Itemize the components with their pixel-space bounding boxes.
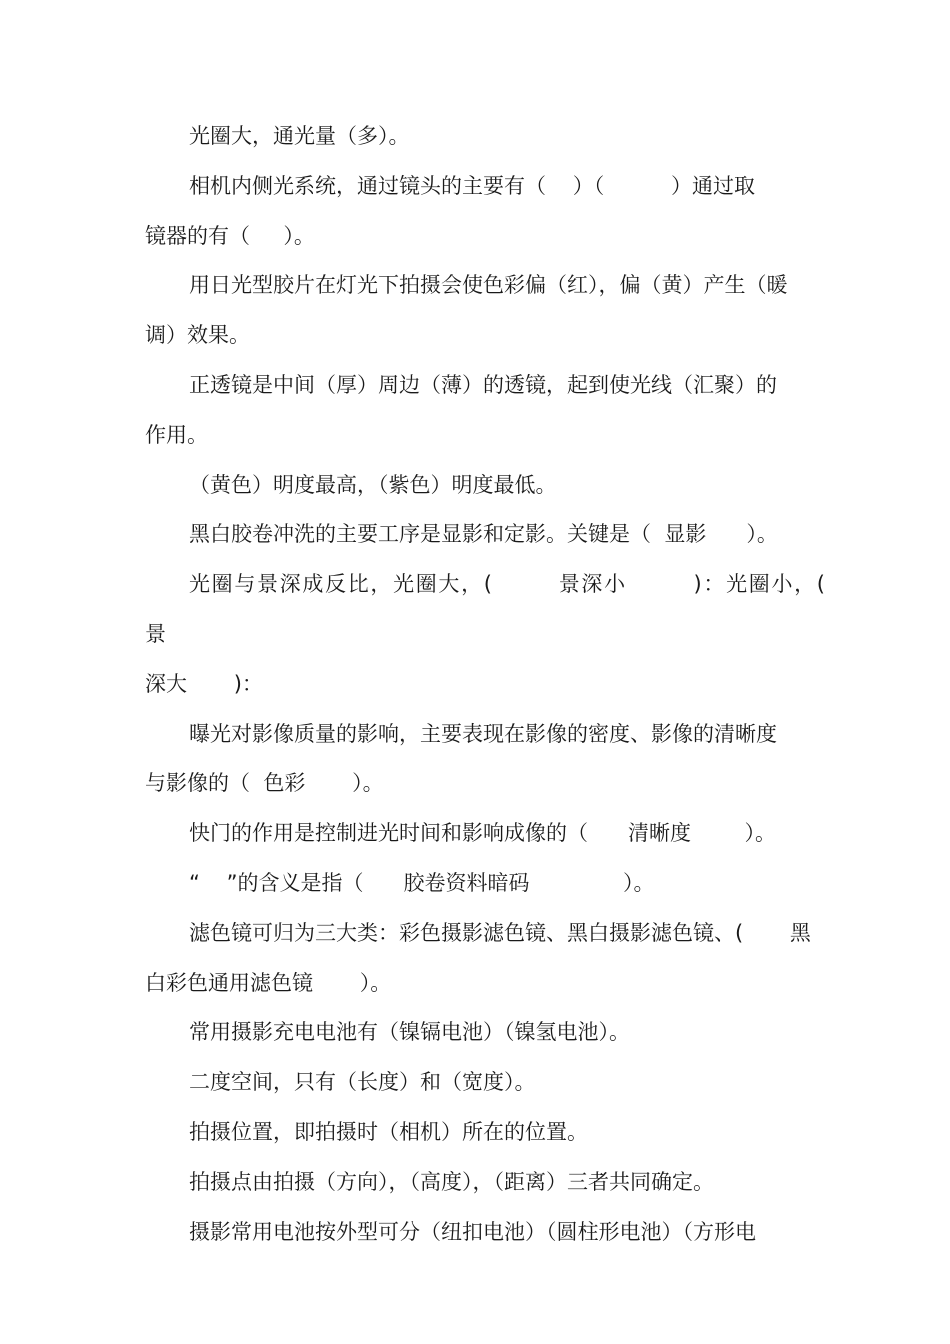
paragraph <box>145 361 825 461</box>
paragraph <box>145 909 825 1009</box>
paragraph <box>145 1158 825 1208</box>
paragraph-line: 拍摄点由拍摄（方向），（高度），（距离）三者共同确定。 <box>189 1169 714 1194</box>
paragraph-line: 二度空间，只有（长度）和（宽度）。 <box>189 1070 536 1095</box>
paragraph-line: 相机内侧光系统，通过镜头的主要有（ ）（ ）通过取 <box>189 173 755 198</box>
paragraph <box>145 809 825 859</box>
paragraph <box>145 1058 825 1108</box>
paragraph <box>145 461 825 511</box>
paragraph <box>145 1208 825 1258</box>
paragraph-line: 快门的作用是控制进光时间和影响成像的（ 清晰度 ）。 <box>189 821 776 846</box>
paragraph-line: 镜器的有（ ）。 <box>145 223 315 248</box>
paragraph-line: 黑白胶卷冲洗的主要工序是显影和定影。关键是（ 显影 ）。 <box>189 522 778 547</box>
paragraph-line: 作用。 <box>145 422 208 447</box>
paragraph-line: 与影像的（ 色彩 ）。 <box>145 771 384 796</box>
paragraph-line: 摄影常用电池按外型可分（纽扣电池）（圆柱形电池）（方形电 <box>189 1219 756 1244</box>
paragraph-line: 深大 )： <box>145 671 263 696</box>
paragraph-line: 光圈大，通光量（多）。 <box>189 124 410 148</box>
paragraph <box>145 261 825 361</box>
paragraph-line: 正透镜是中间（厚）周边（薄）的透镜，起到使光线（汇聚）的 <box>189 372 777 397</box>
paragraph-line: 光圈与景深成反比，光圈大，( 景深小 )：光圈小，( 景 <box>145 572 892 646</box>
paragraph-line: 调）效果。 <box>145 323 250 348</box>
paragraph <box>145 560 892 709</box>
paragraph-line: “ ”的含义是指（ 胶卷资料暗码 ）。 <box>189 870 655 895</box>
paragraph <box>145 1108 825 1158</box>
paragraph <box>145 1008 825 1058</box>
paragraph <box>145 112 825 162</box>
paragraph-line: 拍摄位置，即拍摄时（相机）所在的位置。 <box>189 1119 588 1144</box>
paragraph-line: 曝光对影像质量的影响，主要表现在影像的密度、影像的清晰度 <box>189 721 777 746</box>
paragraph-line: （黄色）明度最高，（紫色）明度最低。 <box>189 472 557 497</box>
paragraph <box>145 710 825 810</box>
paragraph <box>145 162 825 262</box>
document-body <box>145 112 892 1257</box>
paragraph-line: 白彩色通用滤色镜 ）。 <box>145 970 392 995</box>
paragraph-line: 用日光型胶片在灯光下拍摄会使色彩偏（红），偏（黄）产生（暖 <box>189 273 788 298</box>
paragraph <box>145 510 825 560</box>
paragraph <box>145 859 825 909</box>
paragraph-line: 常用摄影充电电池有（镍镉电池）（镍氢电池）。 <box>189 1020 630 1045</box>
paragraph-line: 滤色镜可归为三大类：彩色摄影滤色镜、黑白摄影滤色镜、( 黑 <box>189 920 811 945</box>
